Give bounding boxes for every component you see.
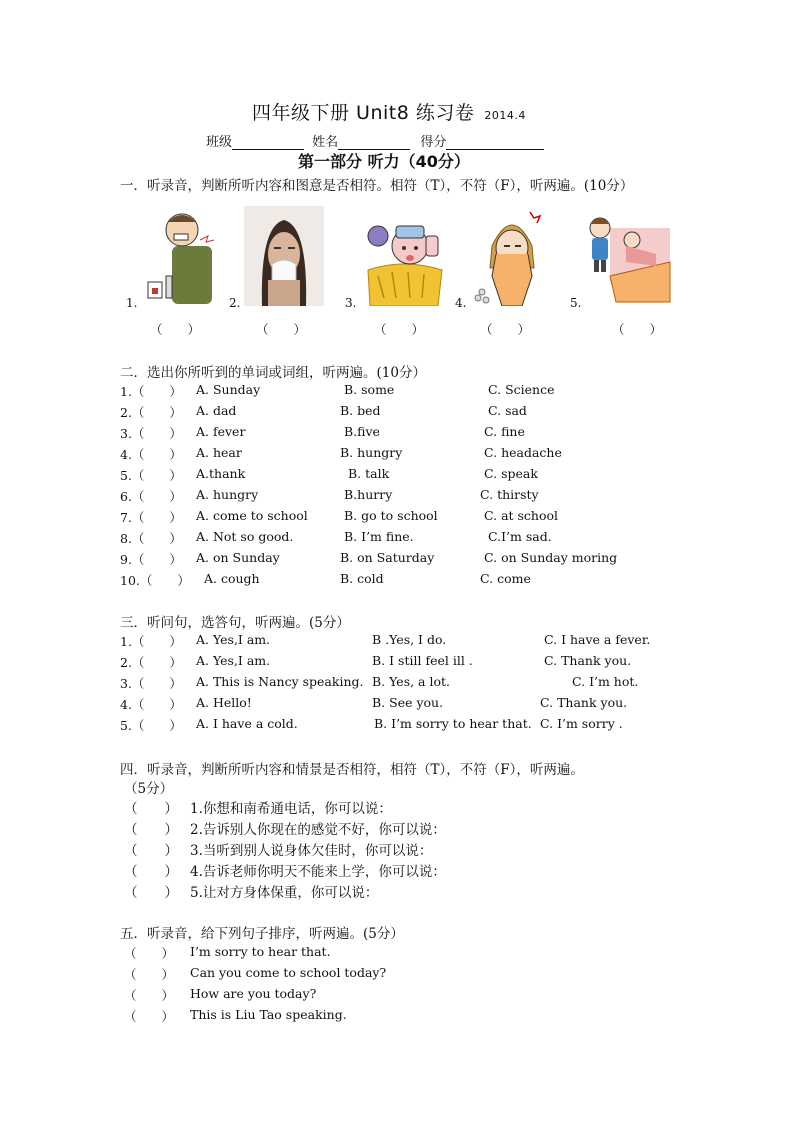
picture-number: 1. bbox=[126, 296, 138, 310]
option-b: B.five bbox=[344, 424, 380, 439]
option-a: A. Yes,I am. bbox=[196, 653, 271, 668]
option-c: C. come bbox=[480, 571, 531, 586]
question-row bbox=[120, 571, 720, 591]
question-row bbox=[120, 466, 720, 486]
answer-bracket[interactable]: （ ） bbox=[480, 322, 531, 337]
question-text: 2.告诉别人你现在的感觉不好，你可以说： bbox=[190, 822, 446, 838]
option-b: B. on Saturday bbox=[340, 550, 435, 565]
question-number[interactable]: 4.（ ） bbox=[120, 697, 182, 712]
class-field[interactable] bbox=[232, 137, 304, 150]
picture-number: 4. bbox=[455, 296, 467, 310]
question-number[interactable]: 5.（ ） bbox=[120, 468, 182, 483]
sentence-text: I’m sorry to hear that. bbox=[190, 944, 331, 959]
question-row bbox=[120, 632, 740, 652]
option-c: C. fine bbox=[484, 424, 525, 439]
answer-bracket[interactable]: （ ） bbox=[124, 801, 178, 817]
question-row bbox=[124, 881, 684, 901]
woman-blowing-nose-icon bbox=[244, 206, 324, 306]
option-b: B. talk bbox=[348, 466, 390, 481]
question-number[interactable]: 2.（ ） bbox=[120, 655, 182, 670]
option-c: C. thirsty bbox=[480, 487, 539, 502]
option-c: C. Thank you. bbox=[540, 695, 628, 710]
option-a: A. Not so good. bbox=[196, 529, 294, 544]
question-row bbox=[120, 424, 720, 444]
question-row bbox=[124, 860, 684, 880]
option-b: B. Yes, a lot. bbox=[372, 674, 451, 689]
option-c: C. sad bbox=[488, 403, 527, 418]
question-row bbox=[124, 818, 684, 838]
answer-bracket[interactable]: （ ） bbox=[124, 988, 175, 1003]
question-row bbox=[120, 674, 740, 694]
question-number[interactable]: 1.（ ） bbox=[120, 384, 182, 399]
question-number[interactable]: 3.（ ） bbox=[120, 426, 182, 441]
section5-list bbox=[124, 944, 684, 1027]
question-row bbox=[120, 550, 720, 570]
option-a: A. fever bbox=[196, 424, 246, 439]
option-b: B. See you. bbox=[372, 695, 444, 710]
answer-bracket[interactable]: （ ） bbox=[612, 322, 663, 337]
picture-number: 3. bbox=[345, 296, 357, 310]
picture-number: 5. bbox=[570, 296, 582, 310]
sentence-text: This is Liu Tao speaking. bbox=[190, 1007, 347, 1022]
option-a: A. Hello! bbox=[196, 695, 252, 710]
question-row bbox=[124, 965, 684, 985]
section4-list bbox=[124, 797, 684, 901]
option-b: B. I still feel ill . bbox=[372, 653, 473, 668]
option-c: C. Science bbox=[488, 382, 555, 397]
section2-list bbox=[120, 382, 720, 591]
question-row bbox=[124, 944, 684, 964]
question-row bbox=[120, 508, 720, 528]
option-a: A. Sunday bbox=[196, 382, 261, 397]
question-row bbox=[120, 445, 720, 465]
question-text: 4.告诉老师你明天不能来上学，你可以说： bbox=[190, 864, 446, 880]
date-text: 2014.4 bbox=[484, 109, 526, 122]
sentence-text: Can you come to school today? bbox=[190, 965, 387, 980]
question-text: 5.让对方身体保重，你可以说： bbox=[190, 885, 379, 901]
girl-with-fever-in-bed-icon bbox=[364, 206, 444, 306]
question-row bbox=[120, 403, 720, 423]
answer-bracket[interactable]: （ ） bbox=[124, 967, 175, 982]
question-number[interactable]: 6.（ ） bbox=[120, 489, 182, 504]
option-c: C. I’m sorry . bbox=[540, 716, 623, 731]
answer-bracket[interactable]: （ ） bbox=[124, 885, 178, 901]
name-label: 姓名 bbox=[312, 135, 339, 150]
option-a: A. hungry bbox=[196, 487, 259, 502]
answer-bracket[interactable]: （ ） bbox=[256, 322, 307, 337]
answer-bracket[interactable]: （ ） bbox=[374, 322, 425, 337]
question-text: 3.当听到别人说身体欠佳时，你可以说： bbox=[190, 843, 433, 859]
option-c: C. at school bbox=[484, 508, 559, 523]
title-text: 四年级下册 Unit8 练习卷 bbox=[252, 102, 475, 124]
option-c: C.I’m sad. bbox=[488, 529, 552, 544]
option-a: A. dad bbox=[196, 403, 237, 418]
question-number[interactable]: 8.（ ） bbox=[120, 531, 182, 546]
option-c: C. on Sunday moring bbox=[484, 550, 618, 565]
option-b: B.hurry bbox=[344, 487, 393, 502]
section3-heading: 三．听问句，选答句，听两遍。(5分） bbox=[120, 615, 350, 631]
girl-with-headache-icon bbox=[470, 206, 554, 306]
section4-heading: 四．听录音，判断所听内容和情景是否相符，相符（T），不符（F），听两遍。 bbox=[120, 762, 584, 778]
option-b: B .Yes, I do. bbox=[372, 632, 447, 647]
sentence-text: How are you today? bbox=[190, 986, 317, 1001]
question-number[interactable]: 7.（ ） bbox=[120, 510, 182, 525]
option-a: A. on Sunday bbox=[196, 550, 280, 565]
option-a: A.thank bbox=[196, 466, 246, 481]
option-c: C. I’m hot. bbox=[572, 674, 639, 689]
option-b: B. I’m sorry to hear that. bbox=[374, 716, 532, 731]
answer-bracket[interactable]: （ ） bbox=[150, 322, 201, 337]
section5-heading: 五．听录音，给下列句子排序，听两遍。(5分） bbox=[120, 926, 404, 942]
option-c: C. speak bbox=[484, 466, 538, 481]
option-b: B. bed bbox=[340, 403, 381, 418]
question-row bbox=[120, 695, 740, 715]
answer-bracket[interactable]: （ ） bbox=[124, 1009, 175, 1024]
option-a: A. This is Nancy speaking. bbox=[196, 674, 364, 689]
question-number[interactable]: 9.（ ） bbox=[120, 552, 182, 567]
option-b: B. cold bbox=[340, 571, 384, 586]
class-label: 班级 bbox=[206, 135, 233, 150]
question-row bbox=[120, 382, 720, 402]
question-row bbox=[120, 529, 720, 549]
score-label: 得分 bbox=[420, 135, 447, 150]
answer-bracket[interactable]: （ ） bbox=[124, 946, 175, 961]
section2-heading: 二．选出你所听到的单词或词组，听两遍。(10分） bbox=[120, 365, 426, 381]
option-b: B. I’m fine. bbox=[344, 529, 414, 544]
question-number[interactable]: 4.（ ） bbox=[120, 447, 182, 462]
student-info bbox=[206, 131, 544, 150]
question-number[interactable]: 2.（ ） bbox=[120, 405, 182, 420]
question-number[interactable]: 1.（ ） bbox=[120, 634, 182, 649]
question-row bbox=[120, 653, 740, 673]
option-b: B. hungry bbox=[340, 445, 403, 460]
section3-list bbox=[120, 632, 740, 736]
option-b: B. go to school bbox=[344, 508, 438, 523]
part-title: 第一部分 听力（40分） bbox=[298, 152, 470, 171]
question-row bbox=[124, 839, 684, 859]
answer-bracket[interactable]: （ ） bbox=[124, 822, 178, 838]
option-a: A. I have a cold. bbox=[196, 716, 298, 731]
question-row bbox=[120, 716, 740, 736]
sick-man-with-medicine-icon bbox=[144, 206, 220, 306]
option-c: C. Thank you. bbox=[544, 653, 632, 668]
question-number[interactable]: 10.（ ） bbox=[120, 573, 190, 588]
option-a: A. come to school bbox=[196, 508, 308, 523]
option-a: A. cough bbox=[204, 571, 260, 586]
section4-heading-points: （5分） bbox=[124, 781, 174, 797]
section1-heading: 一．听录音，判断所听内容和图意是否相符。相符（T），不符（F），听两遍。(10分） bbox=[120, 178, 634, 194]
option-b: B. some bbox=[344, 382, 395, 397]
picture-number: 2. bbox=[229, 296, 241, 310]
question-number[interactable]: 3.（ ） bbox=[120, 676, 182, 691]
option-a: A. hear bbox=[196, 445, 242, 460]
question-text: 1.你想和南希通电话，你可以说： bbox=[190, 801, 392, 817]
question-row bbox=[124, 1007, 684, 1027]
question-row bbox=[124, 986, 684, 1006]
answer-bracket[interactable]: （ ） bbox=[124, 843, 178, 859]
question-row bbox=[124, 797, 684, 817]
option-c: C. I have a fever. bbox=[544, 632, 651, 647]
question-number[interactable]: 5.（ ） bbox=[120, 718, 182, 733]
question-row bbox=[120, 487, 720, 507]
answer-bracket[interactable]: （ ） bbox=[124, 864, 178, 880]
option-c: C. headache bbox=[484, 445, 562, 460]
option-a: A. Yes,I am. bbox=[196, 632, 271, 647]
page-title bbox=[252, 98, 526, 125]
boy-visiting-sick-friend-icon bbox=[586, 206, 672, 306]
